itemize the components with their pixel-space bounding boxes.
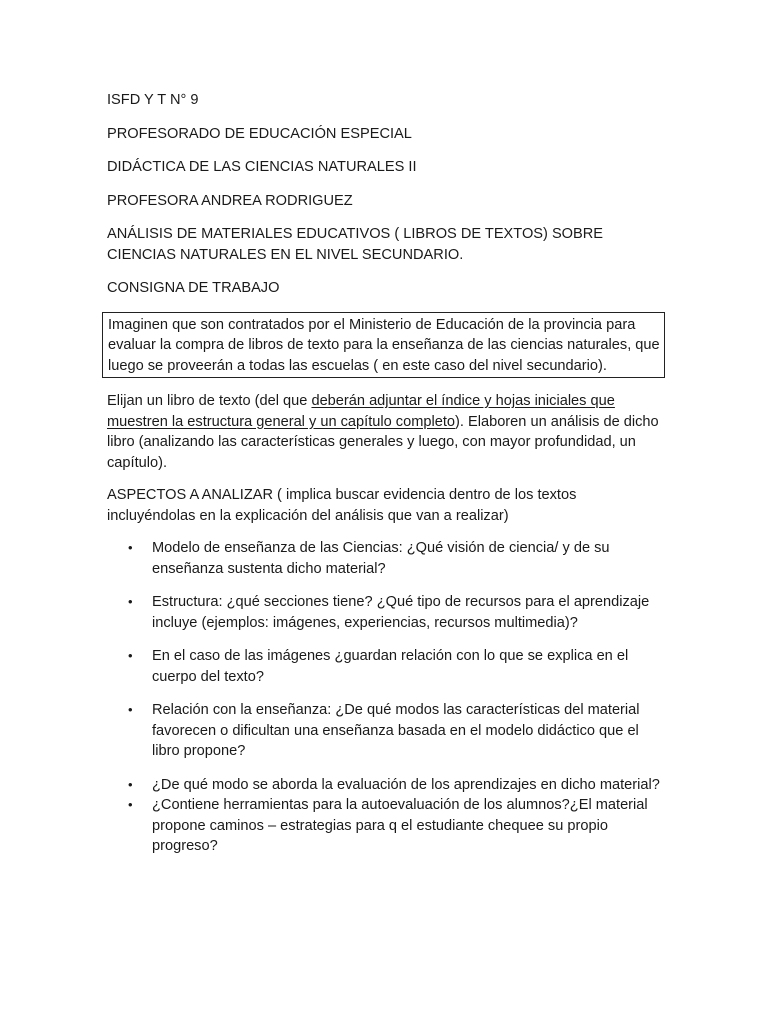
instructions-text-end: ). Elaboren un análisis de dicho libro (analizando las características generales y luego, con mayor profundidad, un capítulo). (107, 413, 659, 471)
list-item (107, 775, 667, 796)
list-item-text: Relación con la enseñanza: ¿De qué modos las características del material favorecen o dificultan una enseñanza basada en el modelo didáctico que el libro propone? (152, 702, 640, 759)
teacher-line: PROFESORA ANDREA RODRIGUEZ (107, 192, 353, 209)
instructions-text-start: Elijan un libro de texto (del que (107, 393, 312, 409)
bullet-icon: • (128, 702, 133, 717)
list-item-text: ¿Contiene herramientas para la autoevaluación de los alumnos?¿El material propone caminos – estrategias para q el estudiante chequee su propio progreso? (152, 797, 648, 854)
list-item (107, 646, 667, 687)
institution-line: ISFD Y T N° 9 (107, 92, 199, 108)
document-body (107, 90, 667, 857)
list-item (107, 700, 667, 762)
list-item (107, 592, 667, 633)
program-line: PROFESORADO DE EDUCACIÓN ESPECIAL (107, 125, 412, 142)
instructions-underlined: deberán adjuntar el índice y hojas iniciales que muestren la estructura general y un capítulo completo (107, 393, 615, 430)
list-item-text: Estructura: ¿qué secciones tiene? ¿Qué tipo de recursos para el aprendizaje incluye (ejemplos: imágenes, experiencias, recursos multimedia)? (152, 594, 650, 631)
aspects-intro: ASPECTOS A ANALIZAR ( implica buscar evidencia dentro de los textos incluyéndolas en la explicación del análisis que van a realizar) (107, 487, 577, 524)
bullet-icon: • (128, 776, 133, 792)
course-line: DIDÁCTICA DE LAS CIENCIAS NATURALES II (107, 159, 417, 175)
section-heading: CONSIGNA DE TRABAJO (107, 280, 280, 296)
list-item (107, 795, 667, 857)
bullet-icon: • (128, 648, 133, 663)
instructions-paragraph (107, 391, 667, 473)
bullet-icon: • (128, 797, 133, 812)
bullet-icon: • (128, 540, 133, 555)
list-item (107, 538, 667, 579)
boxed-scenario-text: Imaginen que son contratados por el Ministerio de Educación de la provincia para evaluar la compra de libros de texto para la enseñanza de las ciencias naturales, que luego se proveerán a todas las escuelas ( en este caso del nivel secundario). (108, 316, 660, 374)
document-title: ANÁLISIS DE MATERIALES EDUCATIVOS ( LIBROS DE TEXTOS) SOBRE CIENCIAS NATURALES EN EL NIVEL SECUNDARIO. (107, 226, 604, 263)
boxed-scenario (102, 312, 665, 379)
list-item-text: ¿De qué modo se aborda la evaluación de los aprendizajes en dicho material? (152, 776, 660, 793)
list-item-text: Modelo de enseñanza de las Ciencias: ¿Qué visión de ciencia/ y de su enseñanza sustenta dicho material? (152, 540, 610, 577)
aspects-list (107, 538, 667, 857)
list-item-text: En el caso de las imágenes ¿guardan relación con lo que se explica en el cuerpo del texto? (152, 648, 629, 685)
bullet-icon: • (128, 594, 133, 609)
